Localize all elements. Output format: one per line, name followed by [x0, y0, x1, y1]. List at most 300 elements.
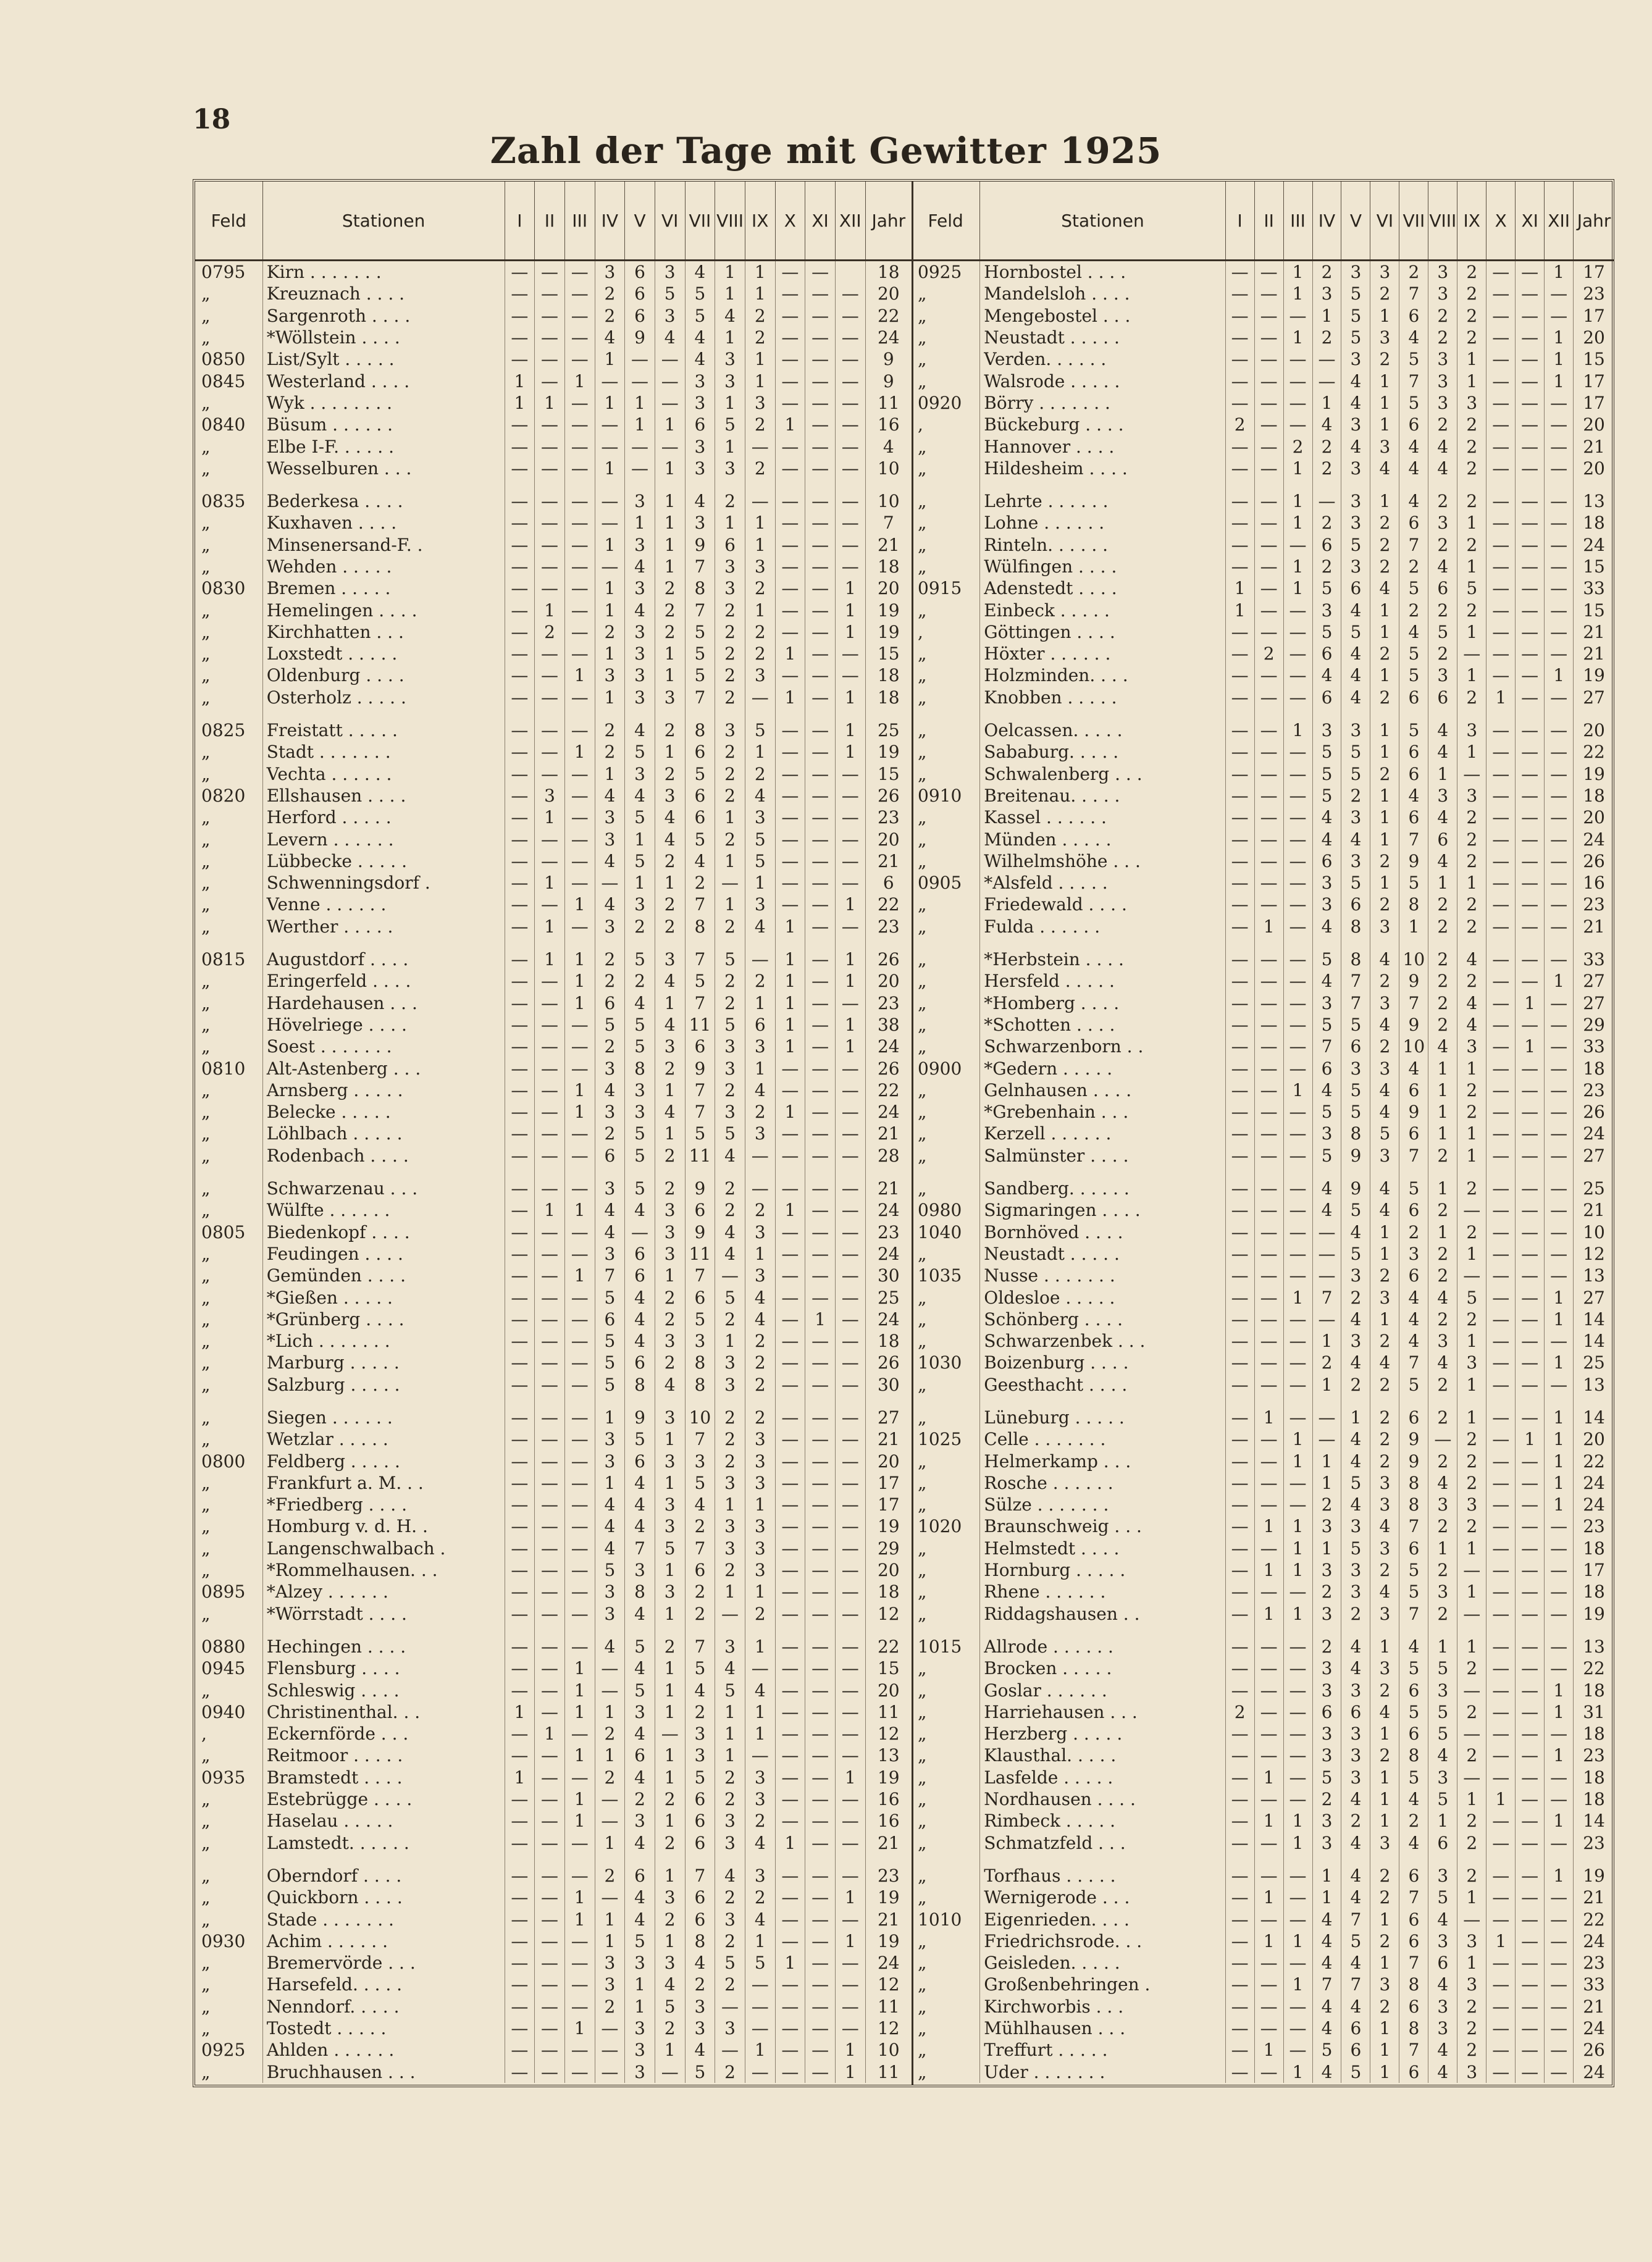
station-cell: Biedenkopf . . . .: [262, 1221, 505, 1242]
month-cell: —: [595, 1810, 625, 1832]
month-cell: 1: [1428, 1101, 1457, 1123]
month-cell: 1: [564, 1199, 595, 1221]
month-cell: 1: [1341, 1407, 1370, 1428]
month-cell: 2: [595, 1996, 625, 2017]
month-cell: 7: [685, 1265, 715, 1286]
month-cell: —: [805, 872, 836, 894]
month-cell: 3: [595, 1178, 625, 1199]
month-cell: —: [564, 1865, 595, 1887]
month-cell: —: [564, 327, 595, 348]
month-cell: —: [805, 2039, 836, 2061]
month-cell: —: [1516, 828, 1545, 850]
jahr-cell: 27: [877, 1407, 900, 1428]
month-cell: 3: [1341, 1723, 1370, 1745]
month-cell: 1: [775, 643, 805, 664]
month-cell: —: [505, 348, 535, 370]
month-cell: 3: [715, 2017, 745, 2039]
month-cell: —: [1545, 414, 1574, 435]
month-cell: —: [1545, 1243, 1574, 1265]
month-cell: 5: [1457, 577, 1486, 599]
month-cell: 3: [595, 1450, 625, 1472]
month-cell: —: [564, 916, 595, 937]
month-cell: —: [835, 1123, 865, 1144]
jahr-cell: 24: [877, 327, 900, 348]
feld-cell: „: [912, 894, 980, 915]
feld-cell: 0910: [912, 785, 980, 806]
month-cell: —: [1254, 1123, 1283, 1144]
table-row: [195, 556, 912, 577]
month-cell: —: [835, 327, 865, 348]
spacer-cell: [835, 1854, 865, 1865]
spacer-cell: [595, 1854, 625, 1865]
month-cell: —: [535, 1767, 565, 1788]
month-cell: —: [805, 992, 836, 1014]
table-row: [912, 970, 1614, 992]
station-cell: Werther . . . . .: [262, 916, 505, 937]
month-cell: 3: [715, 1810, 745, 1832]
table-row: [912, 1286, 1614, 1308]
month-cell: —: [1312, 370, 1341, 392]
month-cell: 1: [835, 1887, 865, 1908]
month-cell: 10: [1399, 949, 1428, 970]
month-cell: —: [805, 327, 836, 348]
table-row: [912, 1908, 1614, 1930]
jahr-cell: 12: [877, 2018, 900, 2038]
table-row: [195, 1908, 912, 1930]
month-cell: —: [535, 1472, 565, 1494]
month-cell: 2: [595, 719, 625, 741]
month-cell: 1: [1283, 283, 1312, 304]
header-month: VIII: [1428, 182, 1457, 261]
month-cell: —: [535, 348, 565, 370]
feld-cell: „: [195, 1330, 262, 1352]
feld-cell: „: [195, 643, 262, 664]
month-cell: —: [1254, 806, 1283, 828]
month-cell: —: [1225, 1199, 1254, 1221]
month-cell: —: [1225, 1014, 1254, 1036]
station-cell: Riddagshausen . .: [980, 1603, 1225, 1625]
month-cell: 4: [655, 970, 685, 992]
month-cell: 6: [595, 1145, 625, 1167]
month-cell: 8: [1341, 1123, 1370, 1144]
month-cell: —: [1545, 2061, 1574, 2082]
month-cell: —: [775, 1330, 805, 1352]
month-cell: 4: [1312, 414, 1341, 435]
month-cell: 2: [1370, 534, 1399, 556]
month-cell: —: [505, 534, 535, 556]
station-cell: Eckernförde . . .: [262, 1723, 505, 1745]
month-cell: —: [835, 1996, 865, 2017]
spacer-cell: [655, 1167, 685, 1178]
month-cell: 3: [625, 534, 655, 556]
month-cell: —: [1545, 763, 1574, 785]
feld-cell: „: [195, 458, 262, 479]
month-cell: [835, 261, 865, 283]
spacer-cell: [595, 479, 625, 490]
month-cell: 2: [1428, 949, 1457, 970]
month-cell: 1: [745, 370, 775, 392]
month-cell: 5: [1428, 1657, 1457, 1679]
jahr-cell: 24: [1583, 1494, 1605, 1515]
jahr-cell: 22: [877, 1079, 900, 1100]
month-cell: —: [1516, 1930, 1545, 1952]
month-cell: 7: [1399, 2039, 1428, 2061]
month-cell: —: [1254, 1079, 1283, 1101]
month-cell: 4: [655, 1974, 685, 1995]
month-cell: —: [1516, 1723, 1545, 1745]
month-cell: —: [835, 1538, 865, 1559]
month-cell: 1: [1370, 785, 1399, 806]
feld-cell: „: [912, 1101, 980, 1123]
jahr-cell: 19: [877, 1516, 900, 1537]
month-cell: 6: [1399, 1930, 1428, 1952]
station-cell: Bramstedt . . . .: [262, 1767, 505, 1788]
station-cell: Harsefeld. . . . .: [262, 1974, 505, 1995]
month-cell: —: [1225, 1178, 1254, 1199]
station-cell: Sababurg. . . . .: [980, 741, 1225, 763]
month-cell: 2: [1457, 1657, 1486, 1679]
feld-cell: „: [195, 1745, 262, 1766]
table-row: [195, 1079, 912, 1101]
month-cell: 1: [835, 1930, 865, 1952]
month-cell: 1: [1370, 806, 1399, 828]
month-cell: —: [505, 1559, 535, 1581]
spacer-cell: [535, 937, 565, 949]
month-cell: —: [564, 1515, 595, 1537]
jahr-cell: 14: [1583, 1811, 1605, 1832]
month-cell: —: [775, 2061, 805, 2082]
jahr-cell: 24: [1583, 1123, 1605, 1144]
month-cell: —: [1254, 763, 1283, 785]
feld-cell: 0805: [195, 1221, 262, 1242]
feld-cell: „: [912, 1581, 980, 1602]
month-cell: —: [835, 763, 865, 785]
month-cell: 6: [1341, 1036, 1370, 1057]
month-cell: 1: [1457, 741, 1486, 763]
feld-cell: „: [912, 664, 980, 686]
month-cell: 3: [1341, 1057, 1370, 1079]
header-feld: Feld: [912, 182, 980, 261]
month-cell: 7: [1341, 970, 1370, 992]
month-cell: 9: [1399, 850, 1428, 872]
month-cell: 4: [1399, 785, 1428, 806]
station-cell: Nusse . . . . . . .: [980, 1265, 1225, 1286]
month-cell: —: [775, 392, 805, 414]
month-cell: 2: [1428, 992, 1457, 1014]
month-cell: 4: [1428, 1286, 1457, 1308]
month-cell: 1: [715, 283, 745, 304]
station-cell: Stade . . . . . . .: [262, 1908, 505, 1930]
month-cell: 2: [1457, 806, 1486, 828]
spacer-cell: [912, 1167, 980, 1178]
table-row: [912, 1123, 1614, 1144]
month-cell: —: [1516, 1908, 1545, 1930]
month-cell: 1: [1457, 370, 1486, 392]
month-cell: 1: [595, 1472, 625, 1494]
month-cell: 1: [1370, 490, 1399, 512]
jahr-cell: 18: [877, 1331, 900, 1352]
month-cell: 7: [685, 1538, 715, 1559]
month-cell: 6: [1312, 1057, 1341, 1079]
month-cell: —: [505, 1974, 535, 1995]
header-stationen: Stationen: [262, 182, 505, 261]
spacer-cell: [655, 708, 685, 719]
month-cell: —: [505, 1788, 535, 1810]
month-cell: —: [535, 1603, 565, 1625]
header-month: V: [625, 182, 655, 261]
month-cell: —: [835, 2017, 865, 2039]
month-cell: —: [595, 2061, 625, 2082]
month-cell: 3: [655, 1407, 685, 1428]
spacer-cell: [655, 937, 685, 949]
table-row: [912, 1887, 1614, 1908]
month-cell: 2: [1457, 1450, 1486, 1472]
spacer-cell: [1312, 708, 1341, 719]
month-cell: 3: [715, 1101, 745, 1123]
month-cell: —: [745, 1657, 775, 1679]
month-cell: 2: [1312, 1352, 1341, 1373]
table-row: [195, 1472, 912, 1494]
month-cell: 2: [1457, 261, 1486, 283]
month-cell: 3: [625, 2017, 655, 2039]
station-cell: Großenbehringen .: [980, 1974, 1225, 1995]
month-cell: 9: [625, 327, 655, 348]
month-cell: 5: [1428, 1701, 1457, 1723]
month-cell: —: [1457, 763, 1486, 785]
month-cell: 2: [1457, 1996, 1486, 2017]
month-cell: 1: [1545, 1309, 1574, 1330]
spacer-cell: [715, 1625, 745, 1636]
month-cell: 5: [1341, 763, 1370, 785]
month-cell: 6: [1312, 643, 1341, 664]
month-cell: 6: [625, 1243, 655, 1265]
table-row: [195, 664, 912, 686]
station-cell: Holzminden. . . .: [980, 664, 1225, 686]
month-cell: —: [1545, 556, 1574, 577]
month-cell: 4: [655, 828, 685, 850]
group-spacer: [912, 937, 1614, 949]
station-cell: Schwarzenbek . . .: [980, 1330, 1225, 1352]
month-cell: 7: [685, 1079, 715, 1101]
month-cell: 1: [775, 1199, 805, 1221]
month-cell: 2: [715, 785, 745, 806]
month-cell: 1: [1370, 305, 1399, 327]
feld-cell: „: [195, 1145, 262, 1167]
month-cell: —: [505, 1079, 535, 1101]
spacer-cell: [1283, 708, 1312, 719]
month-cell: 9: [685, 1178, 715, 1199]
spacer-cell: [1225, 1854, 1254, 1865]
station-cell: Hersfeld . . . . .: [980, 970, 1225, 992]
month-cell: 1: [1428, 1810, 1457, 1832]
table-row: [195, 1515, 912, 1537]
month-cell: 3: [625, 763, 655, 785]
month-cell: 2: [1457, 1515, 1486, 1537]
month-cell: 3: [1312, 1679, 1341, 1701]
month-cell: —: [1457, 1265, 1486, 1286]
month-cell: 5: [1399, 1701, 1428, 1723]
station-cell: Treffurt . . . . .: [980, 2039, 1225, 2061]
month-cell: —: [1516, 1472, 1545, 1494]
feld-cell: 0925: [912, 261, 980, 283]
table-row: [195, 1996, 912, 2017]
month-cell: 3: [1341, 1581, 1370, 1602]
feld-cell: „: [195, 1832, 262, 1853]
spacer-cell: [1399, 479, 1428, 490]
station-cell: Flensburg . . . .: [262, 1657, 505, 1679]
table-row: [912, 872, 1614, 894]
month-cell: 3: [1457, 1036, 1486, 1057]
table-row: [912, 1428, 1614, 1450]
jahr-cell: 26: [1583, 2040, 1605, 2061]
month-cell: 1: [745, 534, 775, 556]
month-cell: 2: [1428, 305, 1457, 327]
month-cell: —: [1312, 348, 1341, 370]
month-cell: —: [1486, 1145, 1516, 1167]
month-cell: —: [505, 916, 535, 937]
month-cell: 2: [1457, 327, 1486, 348]
month-cell: 5: [1312, 949, 1341, 970]
month-cell: —: [715, 872, 745, 894]
month-cell: —: [505, 327, 535, 348]
month-cell: —: [505, 1057, 535, 1079]
jahr-cell: 13: [1583, 1636, 1605, 1657]
month-cell: 2: [1428, 1265, 1457, 1286]
month-cell: 5: [685, 1472, 715, 1494]
month-cell: 1: [1370, 1810, 1399, 1832]
month-cell: 2: [655, 850, 685, 872]
month-cell: —: [564, 577, 595, 599]
spacer-cell: [745, 1854, 775, 1865]
month-cell: 1: [1545, 370, 1574, 392]
group-spacer: [912, 1854, 1614, 1865]
month-cell: —: [1283, 1178, 1312, 1199]
jahr-cell: 12: [877, 1724, 900, 1745]
month-cell: 4: [1428, 741, 1457, 763]
month-cell: —: [1225, 1428, 1254, 1450]
spacer-cell: [564, 937, 595, 949]
month-cell: 4: [625, 1723, 655, 1745]
month-cell: 1: [1283, 1559, 1312, 1581]
month-cell: 2: [1428, 1407, 1457, 1428]
jahr-cell: 19: [877, 1767, 900, 1788]
month-cell: —: [1486, 534, 1516, 556]
table-row: [912, 1199, 1614, 1221]
month-cell: —: [1486, 949, 1516, 970]
month-cell: —: [835, 1515, 865, 1537]
month-cell: 2: [745, 1352, 775, 1373]
month-cell: —: [805, 1014, 836, 1036]
station-cell: Rodenbach . . . .: [262, 1145, 505, 1167]
month-cell: 4: [1341, 664, 1370, 686]
month-cell: —: [1283, 741, 1312, 763]
month-cell: 4: [745, 1309, 775, 1330]
month-cell: 2: [1457, 687, 1486, 708]
month-cell: 9: [1399, 970, 1428, 992]
feld-cell: „: [912, 1679, 980, 1701]
month-cell: 1: [1486, 687, 1516, 708]
station-cell: Wesselburen . . .: [262, 458, 505, 479]
spacer-cell: [912, 937, 980, 949]
month-cell: 5: [1341, 621, 1370, 643]
month-cell: —: [535, 1636, 565, 1657]
month-cell: 2: [715, 763, 745, 785]
spacer-cell: [1516, 708, 1545, 719]
month-cell: 4: [1428, 1036, 1457, 1057]
feld-cell: „: [195, 1908, 262, 1930]
month-cell: —: [1225, 1243, 1254, 1265]
month-cell: —: [835, 490, 865, 512]
month-cell: 1: [1457, 1057, 1486, 1079]
month-cell: 1: [1545, 1865, 1574, 1887]
jahr-cell: 29: [877, 1538, 900, 1559]
month-cell: —: [1225, 1330, 1254, 1352]
month-cell: 3: [625, 1101, 655, 1123]
month-cell: 3: [1370, 1538, 1399, 1559]
month-cell: 4: [1399, 1788, 1428, 1810]
month-cell: —: [775, 1407, 805, 1428]
month-cell: —: [805, 1199, 836, 1221]
month-cell: —: [805, 763, 836, 785]
month-cell: —: [1486, 872, 1516, 894]
month-cell: 1: [1370, 741, 1399, 763]
spacer-cell: [1283, 1167, 1312, 1178]
month-cell: —: [1254, 1450, 1283, 1472]
month-cell: 3: [1370, 1145, 1399, 1167]
month-cell: 4: [1341, 1887, 1370, 1908]
jahr-cell: 20: [1583, 807, 1605, 828]
month-cell: —: [564, 1407, 595, 1428]
jahr-cell: 19: [877, 621, 900, 642]
month-cell: —: [1516, 785, 1545, 806]
feld-cell: „: [195, 1243, 262, 1265]
month-cell: 2: [1399, 1810, 1428, 1832]
month-cell: —: [745, 2061, 775, 2082]
month-cell: —: [1254, 1036, 1283, 1057]
month-cell: —: [1516, 1199, 1545, 1221]
spacer-cell: [805, 1396, 836, 1407]
month-cell: 4: [745, 1832, 775, 1853]
month-cell: —: [1545, 1788, 1574, 1810]
month-cell: 1: [1457, 1123, 1486, 1144]
table-row: [195, 577, 912, 599]
spacer-cell: [1457, 937, 1486, 949]
jahr-cell: 27: [1583, 1145, 1605, 1166]
month-cell: 7: [1399, 992, 1428, 1014]
month-cell: 1: [1283, 1428, 1312, 1450]
station-cell: Quickborn . . . .: [262, 1887, 505, 1908]
feld-cell: 0935: [195, 1767, 262, 1788]
jahr-cell: 20: [1583, 720, 1605, 741]
month-cell: —: [1283, 392, 1312, 414]
month-cell: —: [1283, 1494, 1312, 1515]
month-cell: —: [1254, 305, 1283, 327]
jahr-cell: 18: [1583, 785, 1605, 806]
month-cell: 5: [715, 1014, 745, 1036]
month-cell: —: [1254, 1309, 1283, 1330]
month-cell: —: [1516, 1221, 1545, 1242]
month-cell: 4: [625, 992, 655, 1014]
month-cell: 3: [595, 1581, 625, 1602]
month-cell: 5: [1341, 872, 1370, 894]
month-cell: 1: [715, 392, 745, 414]
month-cell: —: [535, 1515, 565, 1537]
month-cell: 4: [685, 1679, 715, 1701]
month-cell: 4: [1341, 687, 1370, 708]
month-cell: —: [1486, 392, 1516, 414]
spacer-cell: [1283, 937, 1312, 949]
table-row: [195, 1679, 912, 1701]
